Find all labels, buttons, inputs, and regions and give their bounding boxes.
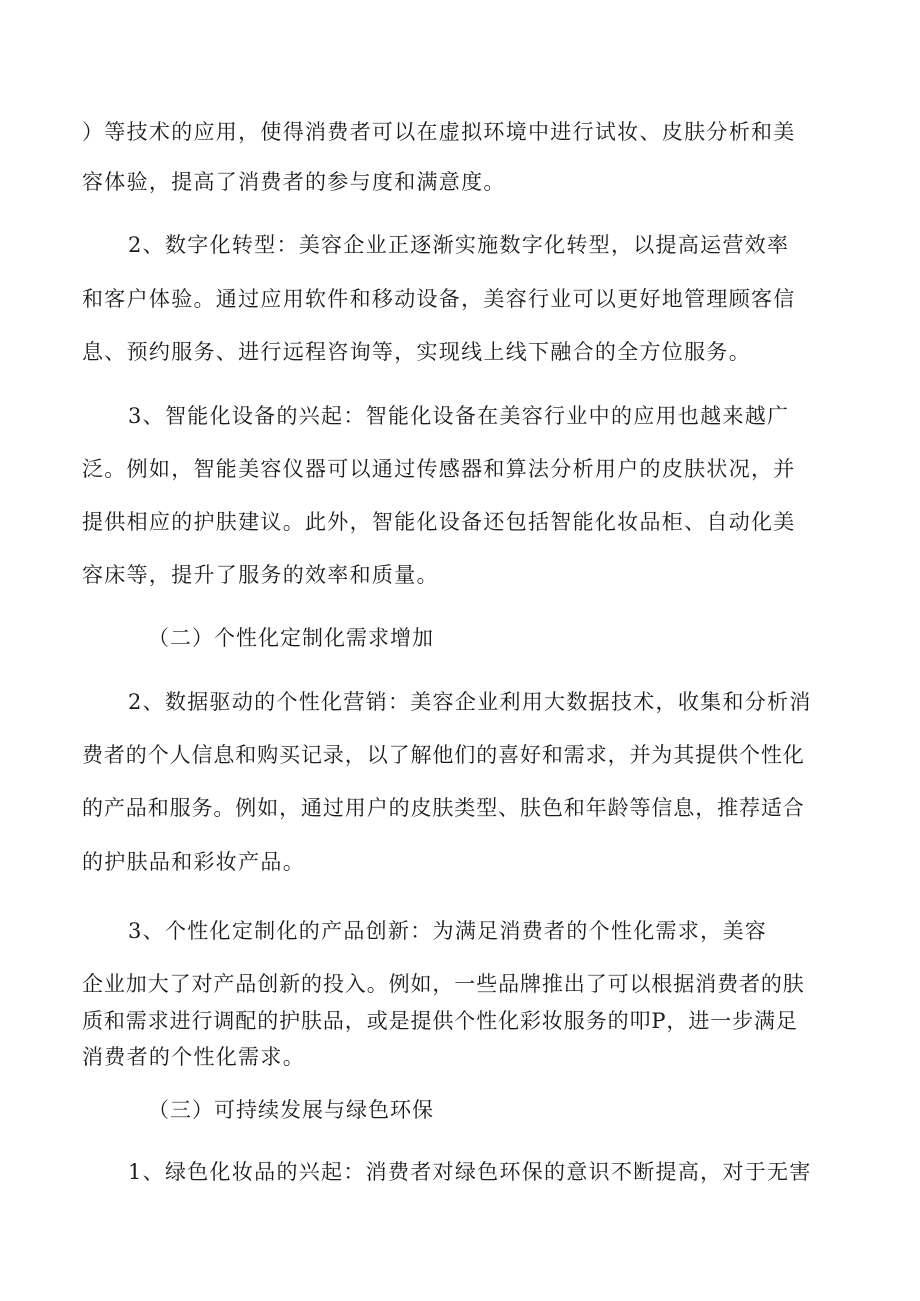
paragraph-line: 2、数字化转型：美容企业正逐渐实施数字化转型，以提高运营效率 [128, 233, 790, 257]
paragraph-line: 提供相应的护肤建议。此外，智能化设备还包括智能化妆品柜、自动化美 [82, 510, 796, 534]
paragraph-line: 息、预约服务、进行远程咨询等，实现线上线下融合的全方位服务。 [82, 340, 751, 364]
paragraph-line: 容床等，提升了服务的效率和质量。 [82, 563, 439, 587]
paragraph-line: 泛。例如，智能美容仪器可以通过传感器和算法分析用户的皮肤状况，并 [82, 457, 796, 481]
paragraph-line: 和客户体验。通过应用软件和移动设备，美容行业可以更好地管理顾客信 [82, 287, 796, 311]
paragraph-line: 2、数据驱动的个性化营销：美容企业利用大数据技术，收集和分析消 [128, 690, 812, 714]
section-heading: （二）个性化定制化需求增加 [148, 626, 434, 650]
paragraph-line: ）等技术的应用，使得消费者可以在虚拟环境中进行试妆、皮肤分析和美 [82, 120, 796, 144]
paragraph-line: 的产品和服务。例如，通过用户的皮肤类型、肤色和年龄等信息，推荐适合 [82, 796, 805, 820]
paragraph-line: 1、绿色化妆品的兴起：消费者对绿色环保的意识不断提高，对于无害 [128, 1160, 812, 1184]
paragraph-line: 3、智能化设备的兴起：智能化设备在美容行业中的应用也越来越广 [128, 404, 790, 428]
paragraph-line: 3、个性化定制化的产品创新：为满足消费者的个性化需求，美容 [128, 919, 768, 943]
section-heading: （三）可持续发展与绿色环保 [148, 1098, 434, 1122]
paragraph-line: 消费者的个性化需求。 [82, 1045, 305, 1069]
paragraph-line: 的护肤品和彩妆产品。 [82, 850, 305, 874]
paragraph-line: 企业加大了对产品创新的投入。例如，一些品牌推出了可以根据消费者的肤 [82, 972, 805, 996]
paragraph-line: 质和需求进行调配的护肤品，或是提供个性化彩妆服务的叩P，进一步满足 [82, 1009, 798, 1033]
paragraph-line: 容体验，提高了消费者的参与度和满意度。 [82, 170, 506, 194]
paragraph-line: 费者的个人信息和购买记录，以了解他们的喜好和需求，并为其提供个性化 [82, 743, 805, 767]
